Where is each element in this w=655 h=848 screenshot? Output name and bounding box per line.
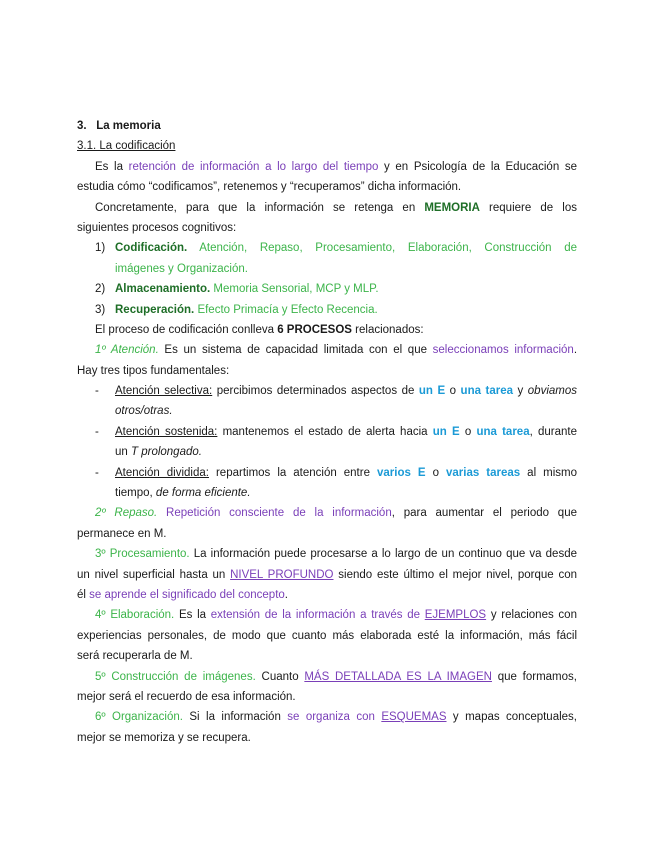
text-run: que formamos, xyxy=(491,670,577,683)
text-run: y en Psicología de la Educación se xyxy=(378,160,577,173)
section-title: La memoria xyxy=(96,120,161,132)
text-run: obviamos xyxy=(527,385,577,398)
text-run: y mapas conceptuales, xyxy=(446,711,577,724)
text-run: un xyxy=(115,446,131,459)
text-run: Es la xyxy=(174,609,211,622)
text-run: Cuanto xyxy=(255,670,305,683)
text-run: , para aumentar el periodo que xyxy=(391,507,577,520)
text-run: experiencias personales, de modo que cuanto más elaborada esté la información, más fácil xyxy=(77,629,577,642)
list-description: Efecto Primacía y Efecto Recencia. xyxy=(194,303,378,316)
highlight-text: se organiza con xyxy=(287,711,382,724)
paragraph-procesamiento-line-3 xyxy=(77,585,577,605)
document-page xyxy=(77,116,577,748)
text-run: siendo este último el mejor nivel, porque con xyxy=(333,568,577,581)
text-run: Es un sistema de capacidad limitada con el que xyxy=(158,344,433,357)
list-description: imágenes y Organización. xyxy=(115,262,248,275)
process-label: 3º Procesamiento. xyxy=(95,548,190,561)
text-run: o xyxy=(459,425,477,438)
blue-keyword: varias tareas xyxy=(446,466,521,479)
underlined-keyword: EJEMPLOS xyxy=(424,609,487,622)
text-run: Concretamente, para que la información se retenga en xyxy=(95,201,425,214)
list-item-almacenamiento xyxy=(77,279,577,299)
blue-keyword: un E xyxy=(418,385,446,398)
text-run: mantenemos el estado de alerta hacia xyxy=(217,425,433,438)
text-run: permanece en M. xyxy=(77,527,167,540)
paragraph-six-processes xyxy=(77,320,577,340)
text-run: será recuperarla de M. xyxy=(77,650,193,663)
text-run: y xyxy=(513,385,528,398)
text-run: o xyxy=(445,385,461,398)
attention-type-selectiva-line-1 xyxy=(77,381,577,401)
text-run: La información puede procesarse a lo largo de un continuo que va desde xyxy=(189,548,577,561)
underlined-keyword: ESQUEMAS xyxy=(381,711,447,724)
highlight-text: se aprende el significado del concepto xyxy=(89,588,285,601)
blue-keyword: un E xyxy=(432,425,460,438)
paragraph-definition-line-1 xyxy=(77,157,577,177)
attention-type-dividida-line-2 xyxy=(77,483,577,503)
text-run: un nivel superficial hasta un xyxy=(77,568,231,581)
paragraph-repaso-line-1 xyxy=(77,503,577,523)
paragraph-construccion-line-2 xyxy=(77,687,577,707)
paragraph-atencion-line-1 xyxy=(77,340,577,360)
process-label: 4º Elaboración. xyxy=(95,609,175,622)
text-run: relacionados: xyxy=(351,323,424,336)
paragraph-procesamiento-line-1 xyxy=(77,544,577,564)
section-heading xyxy=(77,116,577,136)
paragraph-elaboracion-line-1 xyxy=(77,605,577,625)
blue-keyword: varios E xyxy=(377,466,426,479)
text-run: estudia cómo “codificamos”, retenemos y “recuperamos” dicha información. xyxy=(77,181,462,194)
text-run: El proceso de codificación conlleva xyxy=(95,323,278,336)
blue-keyword: una tarea xyxy=(476,425,530,438)
list-term: Codificación. xyxy=(115,242,188,255)
list-term: Recuperación. xyxy=(115,303,195,316)
paragraph-processes-line-2 xyxy=(77,218,577,238)
paragraph-organizacion-line-2 xyxy=(77,728,577,748)
bullet-dash: - xyxy=(95,466,99,479)
attention-term: Atención dividida: xyxy=(115,466,209,479)
subsection-heading xyxy=(77,136,577,156)
text-run: mejor se memoriza y se recupera. xyxy=(77,731,251,744)
attention-term: Atención sostenida: xyxy=(115,425,218,438)
text-run: él xyxy=(77,588,90,601)
text-run: de forma eficiente. xyxy=(155,487,251,500)
text-run: T prolongado. xyxy=(131,446,202,459)
text-run: al mismo xyxy=(520,466,577,479)
underlined-keyword: NIVEL PROFUNDO xyxy=(230,568,334,581)
paragraph-atencion-line-2 xyxy=(77,361,577,381)
text-run: tiempo, xyxy=(115,487,156,500)
attention-type-dividida-line-1 xyxy=(77,463,577,483)
process-label: 1º Atención. xyxy=(95,344,159,357)
paragraph-repaso-line-2 xyxy=(77,524,577,544)
process-label: 2º Repaso. xyxy=(95,507,158,520)
text-run: y relaciones con xyxy=(486,609,577,622)
attention-term: Atención selectiva: xyxy=(115,385,213,398)
list-item-codificacion xyxy=(77,238,577,258)
blue-keyword: una tarea xyxy=(460,385,513,398)
process-label: 6º Organización. xyxy=(95,711,183,724)
attention-type-selectiva-line-2 xyxy=(77,401,577,421)
bullet-dash: - xyxy=(95,385,99,398)
list-item-codificacion-continued xyxy=(77,259,577,279)
text-run: otros/otras. xyxy=(115,405,173,418)
subsection-title: 3.1. La codificación xyxy=(77,140,176,153)
text-run: Es la xyxy=(95,160,129,173)
text-run: Hay tres tipos fundamentales: xyxy=(77,364,230,377)
text-run: . xyxy=(284,588,288,601)
text-run: percibimos determinados aspectos de xyxy=(212,385,419,398)
text-run: mejor será el recuerdo de esa información. xyxy=(77,690,296,703)
highlight-text: Repetición consciente de la información xyxy=(157,507,392,520)
text-run: requiere de los xyxy=(479,201,577,214)
paragraph-elaboracion-line-2 xyxy=(77,626,577,646)
attention-type-sostenida-line-1 xyxy=(77,422,577,442)
list-term: Almacenamiento. xyxy=(115,283,211,296)
paragraph-definition-line-2 xyxy=(77,177,577,197)
text-run: repartimos la atención entre xyxy=(208,466,377,479)
text-run: o xyxy=(425,466,446,479)
highlight-text: seleccionamos información xyxy=(432,344,574,357)
highlight-text: extensión de la información a través de xyxy=(210,609,425,622)
list-description: Atención, Repaso, Procesamiento, Elaboración, Construcción de xyxy=(187,242,577,255)
text-run: . xyxy=(573,344,578,357)
paragraph-elaboracion-line-3 xyxy=(77,646,577,666)
list-number: 3) xyxy=(95,303,106,316)
memoria-keyword: MEMORIA xyxy=(424,201,480,214)
highlight-text: retención de información a lo largo del tiempo xyxy=(128,160,379,173)
bullet-dash: - xyxy=(95,425,99,438)
attention-type-sostenida-line-2 xyxy=(77,442,577,462)
list-description: Memoria Sensorial, MCP y MLP. xyxy=(210,283,379,296)
paragraph-construccion-line-1 xyxy=(77,667,577,687)
paragraph-organizacion-line-1 xyxy=(77,707,577,727)
section-number: 3. xyxy=(77,120,87,132)
process-label: 5º Construcción de imágenes. xyxy=(95,670,256,683)
paragraph-processes-line-1 xyxy=(77,198,577,218)
paragraph-procesamiento-line-2 xyxy=(77,565,577,585)
underlined-keyword: MÁS DETALLADA ES LA IMAGEN xyxy=(304,670,492,683)
text-run: , durante xyxy=(529,425,578,438)
list-number: 1) xyxy=(95,242,106,255)
six-processes-keyword: 6 PROCESOS xyxy=(277,323,352,336)
list-item-recuperacion xyxy=(77,300,577,320)
text-run: Si la información xyxy=(182,711,288,724)
text-run: siguientes procesos cognitivos: xyxy=(77,221,237,234)
list-number: 2) xyxy=(95,283,106,296)
